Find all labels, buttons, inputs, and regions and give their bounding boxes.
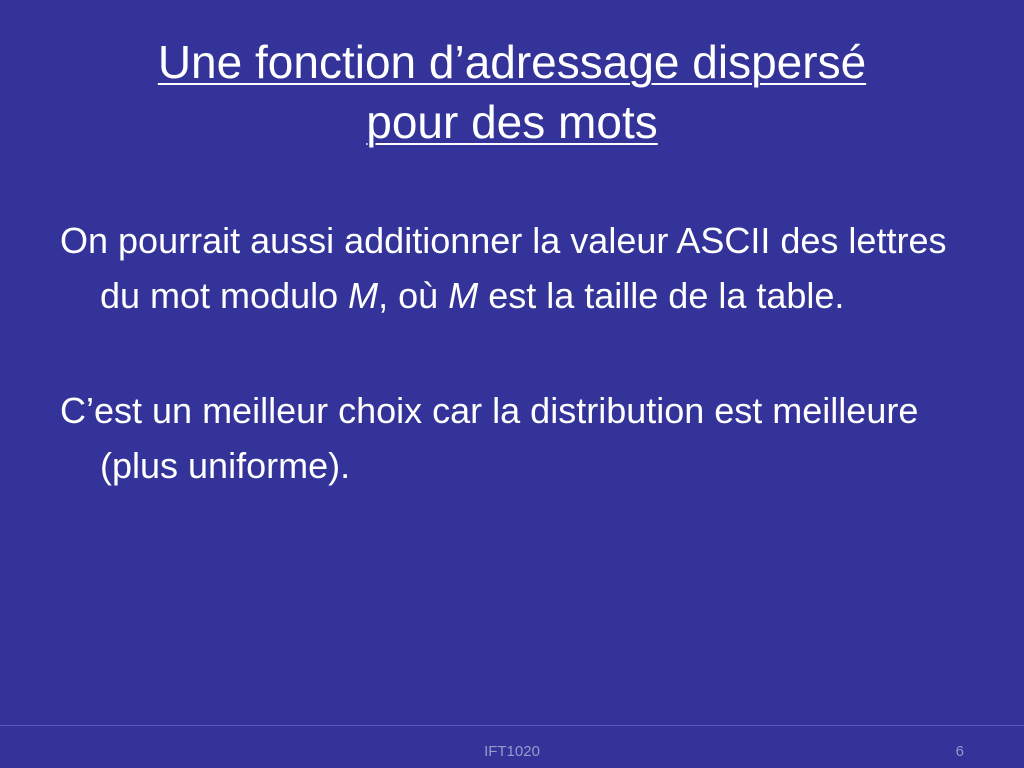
paragraph-1-text-c: est la taille de la table. — [478, 275, 845, 316]
variable-m-2: M — [448, 275, 479, 316]
title-line-1: Une fonction d’adressage dispersé — [157, 36, 867, 88]
slide-title — [40, 32, 984, 152]
title-line-2: pour des mots — [366, 96, 658, 148]
footer-divider — [0, 725, 1024, 726]
footer-page-number: 6 — [955, 743, 964, 760]
paragraph-1 — [60, 213, 980, 323]
variable-m-1: M — [348, 275, 379, 316]
paragraph-1-text-b: , où — [378, 275, 449, 316]
footer-course-label: IFT1020 — [484, 743, 540, 760]
paragraph-1-text-a: On pourrait aussi additionner la valeur ASCII des lettres du mot modulo — [60, 220, 947, 316]
paragraph-2: C’est un meilleur choix car la distribution est meilleure (plus uniforme). — [60, 390, 919, 486]
slide-body — [60, 213, 980, 493]
